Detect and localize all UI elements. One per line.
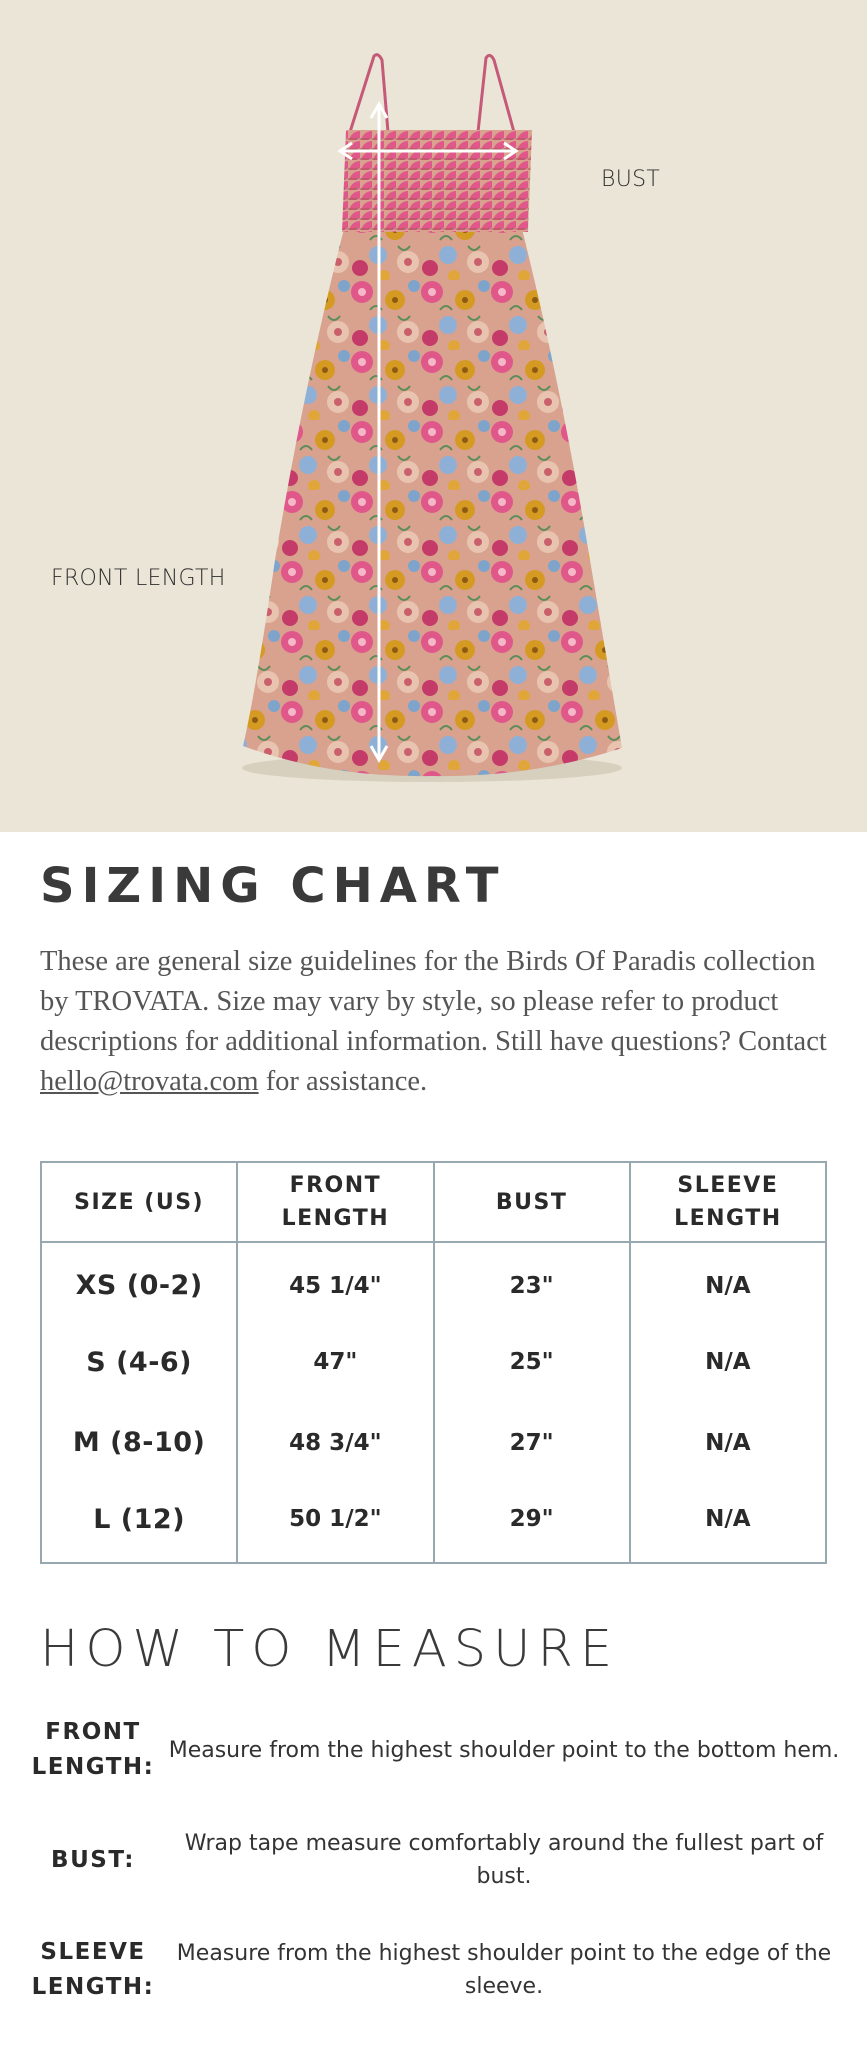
- measure-description: Measure from the highest shoulder point to the bottom hem.: [168, 1737, 840, 1763]
- contact-email-link[interactable]: hello@trovata.com: [40, 1066, 259, 1097]
- intro-text: These are general size guidelines for the Birds Of Paradis collection by TROVATA. Size may vary by style, so please refer to product descriptions for additional information. Still have questions? Contact: [40, 946, 827, 1057]
- header-front-length: FRONT LENGTH: [237, 1162, 433, 1242]
- sizing-chart-title: SIZING CHART: [40, 858, 506, 914]
- product-hero: [0, 0, 867, 832]
- measure-description: Measure from the highest shoulder point to the edge of the sleeve.: [176, 1941, 832, 1999]
- dress-illustration: [0, 0, 867, 832]
- header-sleeve-length: SLEEVE LENGTH: [630, 1162, 826, 1242]
- size-cell: L (12): [41, 1483, 237, 1563]
- right-strap: [478, 55, 514, 132]
- dress-skirt: [243, 225, 622, 776]
- how-to-measure-title: HOW TO MEASURE: [40, 1620, 620, 1679]
- measure-item-sleeve-length: [28, 1932, 840, 2008]
- front-length-cell: 47": [237, 1322, 433, 1402]
- bust-cell: 27": [434, 1403, 630, 1483]
- size-table: [40, 1161, 827, 1564]
- table-row: [41, 1322, 826, 1402]
- table-header-row: [41, 1162, 826, 1242]
- sleeve-length-cell: N/A: [630, 1483, 826, 1563]
- bust-label: BUST: [601, 167, 661, 192]
- front-length-cell: 50 1/2": [237, 1483, 433, 1563]
- sleeve-length-cell: N/A: [630, 1403, 826, 1483]
- measure-item-front-length: [28, 1712, 840, 1788]
- measure-description: Wrap tape measure comfortably around the fullest part of bust.: [184, 1831, 824, 1889]
- bust-cell: 23": [434, 1242, 630, 1322]
- sleeve-length-cell: N/A: [630, 1322, 826, 1402]
- bust-cell: 25": [434, 1322, 630, 1402]
- measure-term: SLEEVE LENGTH:: [31, 1939, 155, 2000]
- measure-item-bust: [28, 1822, 840, 1898]
- size-cell: XS (0-2): [41, 1242, 237, 1322]
- dress-bodice: [342, 130, 532, 232]
- measure-term: FRONT LENGTH:: [31, 1719, 155, 1780]
- intro-suffix: for assistance.: [258, 1066, 428, 1097]
- table-row: [41, 1403, 826, 1483]
- header-bust: BUST: [434, 1162, 630, 1242]
- front-length-label: FRONT LENGTH: [51, 566, 226, 591]
- sizing-intro: [40, 942, 840, 1102]
- front-length-cell: 45 1/4": [237, 1242, 433, 1322]
- measure-term: BUST:: [51, 1846, 135, 1873]
- front-length-cell: 48 3/4": [237, 1403, 433, 1483]
- left-strap: [350, 55, 388, 132]
- size-cell: M (8-10): [41, 1403, 237, 1483]
- header-size: SIZE (US): [41, 1162, 237, 1242]
- table-row: [41, 1242, 826, 1322]
- table-row: [41, 1483, 826, 1563]
- sleeve-length-cell: N/A: [630, 1242, 826, 1322]
- size-cell: S (4-6): [41, 1322, 237, 1402]
- bust-cell: 29": [434, 1483, 630, 1563]
